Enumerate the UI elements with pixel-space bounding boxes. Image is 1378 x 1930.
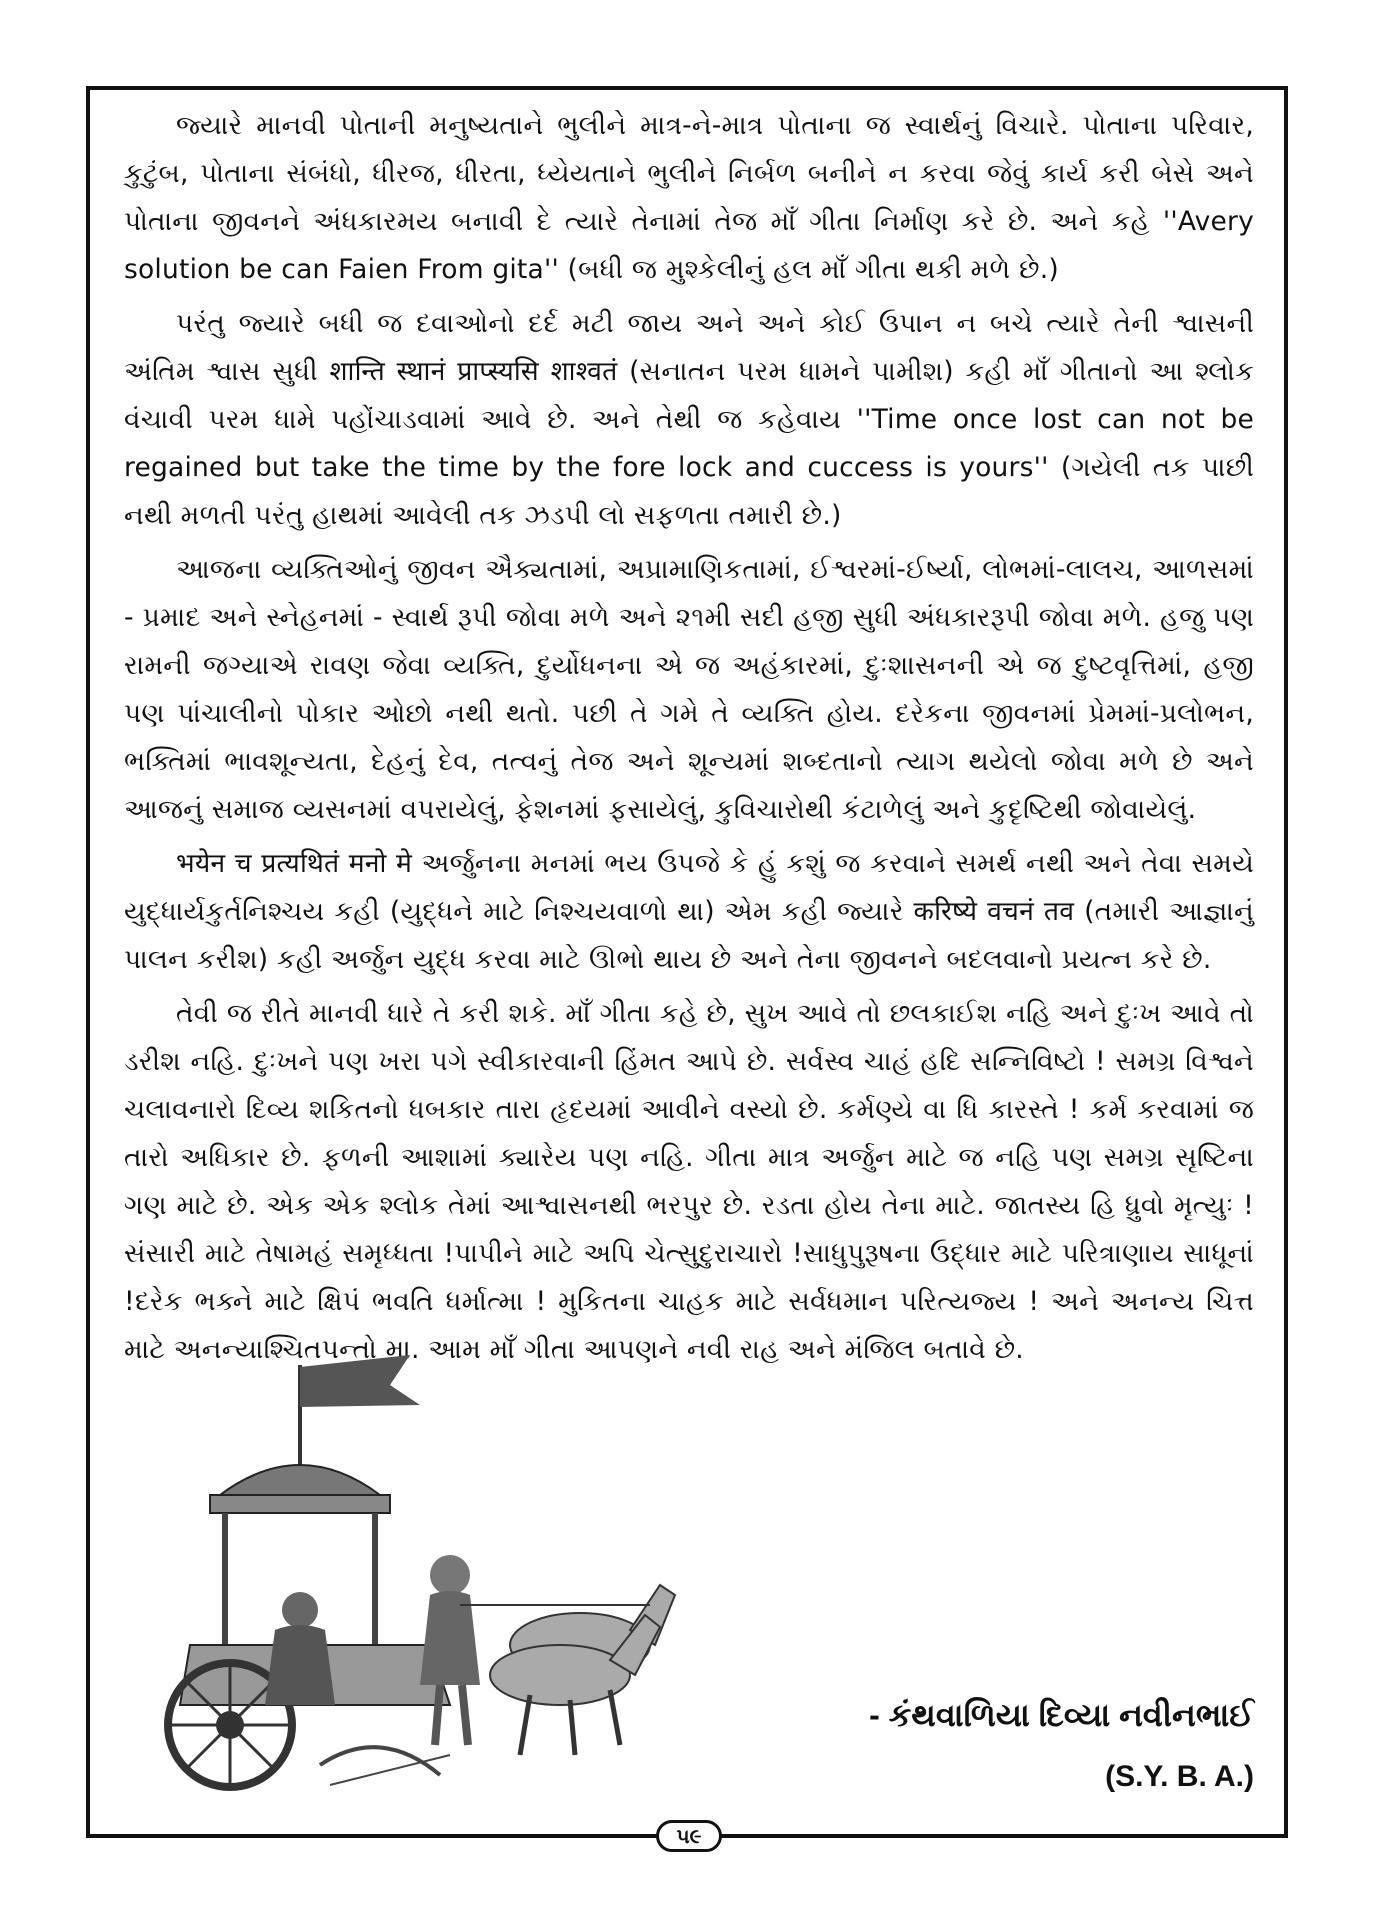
author-signature (869, 1693, 1254, 1799)
author-name: - કંથવાળિયા દિવ્યા નવીનભાઈ (869, 1697, 1254, 1733)
paragraph-2: પરંતુ જ્યારે બધી જ દવાઓનો દર્દ મટી જાય અને અને કોઈ ઉપાન ન બચે ત્યારે તેની શ્વાસની અંતિમ શ્વાસ સુધી शान्ति स्थानं प्राप्स्यसि शाश्वतं (સનાતન પરમ ધામને પામીશ) કહી માઁ ગીતાનો આ શ્લોક વંચાવી પરમ ધામે પહોંચાડવામાં આવે છે. અને તેથી જ કહેવાય ''Time once lost can not be regained but take the time by the fore lock and cuccess is yours'' (ગયેલી તક પાછી નથી મળતી પરંતુ હાથમાં આવેલી તક ઝડપી લો સફળતા તમારી છે.) (124, 308, 1254, 531)
paragraph-1: જ્યારે માનવી પોતાની મનુષ્યતાને ભુલીને માત્ર-ને-માત્ર પોતાના જ સ્વાર્થનું વિચારે. પોતાના પરિવાર, કુટુંબ, પોતાના સંબંધો, ધીરજ, ધીરતા, ધ્યેયતાને ભુલીને નિર્બળ બનીને ન કરવા જેવું કાર્ય કરી બેસે અને પોતાના જીવનને અંધકારમય બનાવી દે ત્યારે તેનામાં તેજ માઁ ગીતા નિર્માણ કરે છે. અને કહે ''Avery solution be can Faien From gita'' (બધી જ મુશ્કેલીનું હલ માઁ ગીતા થકી મળે છે.) (124, 110, 1254, 285)
krishna-arjuna-chariot-illustration (150, 1345, 680, 1805)
author-class: (S.Y. B. A.) (1105, 1760, 1254, 1793)
paragraph-4: भयेन च प्रत्यथितं मनो मे અર્જુનના મનમાં ભય ઉપજે કે હું કશું જ કરવાને સમર્થ નથી અને તેવા સમયે યુદ્ધાર્યકુર્તનિશ્ચય કહી (યુદ્ધને માટે નિશ્ચયવાળો થા) એમ કહી જ્યારે करिष्ये वचनं तव (તમારી આજ્ઞાનું પાલન કરીશ) કહી અર્જુન યુદ્ધ કરવા માટે ઊભો થાય છે અને તેના જીવનને બદલવાનો પ્રયત્ન કરે છે. (124, 848, 1254, 975)
paragraph-5: તેવી જ રીતે માનવી ધારે તે કરી શકે. માઁ ગીતા કહે છે, સુખ આવે તો છલકાઈશ નહિ અને દુઃખ આવે તો ડરીશ નહિ. દુઃખને પણ ખરા પગે સ્વીકારવાની હિંમત આપે છે. સર્વસ્વ ચાહં હદિ સન્નિવિષ્ટો ! સમગ્ર વિશ્વને ચલાવનારો દિવ્ય શકિતનો ધબકાર તારા હૃદયમાં આવીને વસ્યો છે. કર્મણ્યે વા ધિ કારસ્તે ! કર્મ કરવામાં જ તારો અધિકાર છે. ફળની આશામાં ક્યારેય પણ નહિ. ગીતા માત્ર અર્જુન માટે જ નહિ પણ સમગ્ર સૃષ્ટિના ગણ માટે છે. એક એક શ્લોક તેમાં આશ્વાસનથી ભરપુર છે. રડતા હોય તેના માટે. જાતસ્ય હિ ધ્રુવો મૃત્યુઃ ! સંસારી માટે તેષામહં સમૃધ્ધતા !પાપીને માટે અપિ ચેત્સુદુરાચારો !સાધુપુરૂષના ઉદ્ધાર માટે પરિત્રાણાય સાધૂનાં !દરેક ભક્ને માટે ક્ષિપં ભવતિ ધર્માત્મા ! મુકિતના ચાહક માટે સર્વધમાન પરિત્યજ્ય ! અને અનન્ય ચિત્ત માટે અનન્યાશ્ચિતપન્તો મા. આમ માઁ ગીતા આપણને નવી રાહ અને મંજિલ બતાવે છે. (124, 998, 1254, 1365)
article-body (124, 102, 1254, 1380)
paragraph-3: આજના વ્યક્તિઓનું જીવન ઐક્યતામાં, અપ્રામાણિકતામાં, ઈશ્વરમાં-ઈર્ષ્યા, લોભમાં-લાલચ, આળસમાં - પ્રમાદ અને સ્નેહનમાં - સ્વાર્થ રૂપી જોવા મળે અને ૨૧મી સદી હજી સુધી અંધકારરૂપી જોવા મળે. હજુ પણ રામની જગ્યાએ રાવણ જેવા વ્યક્તિ, દુર્યોધનના એ જ અહંકારમાં, દુઃશાસનની એ જ દુષ્ટવૃત્તિમાં, હજી પણ પાંચાલીનો પોકાર ઓછો નથી થતો. પછી તે ગમે તે વ્યક્તિ હોય. દરેકના જીવનમાં પ્રેમમાં-પ્રલોભન, ભક્તિમાં ભાવશૂન્યતા, દેહનું દેવ, તત્વનું તેજ અને શૂન્યમાં શબ્દતાનો ત્યાગ થયેલો જોવા મળે છે અને આજનું સમાજ વ્યસનમાં વપરાયેલું, ફેશનમાં ફસાયેલું, કુવિચારોથી કંટાળેલું અને કુદૃષ્ટિથી જોવાયેલું. (124, 554, 1254, 825)
page-number: ૫૯ (656, 1820, 722, 1852)
